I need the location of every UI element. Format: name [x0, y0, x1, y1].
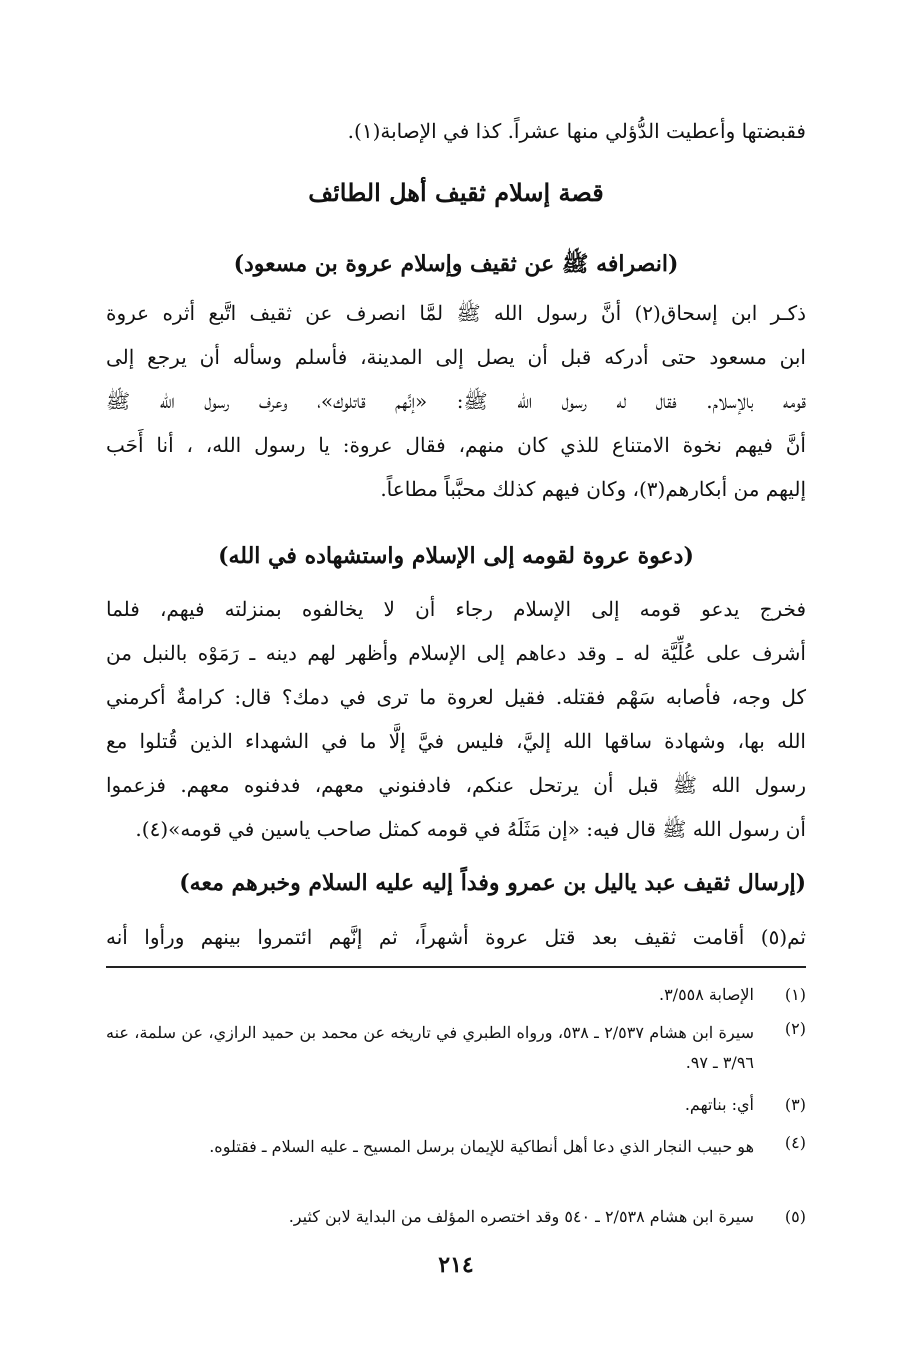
page-number: ٢١٤: [438, 1252, 474, 1278]
body-line: فخرج يدعو قومه إلى الإسلام رجاء أن لا يخالفوه بمنزلته فيهم، فلما: [106, 597, 806, 621]
footnote-number: (١): [784, 985, 806, 1004]
body-line: ابن مسعود حتى أدركه قبل أن يصل إلى المدينة، فأسلم وسأله أن يرجع إلى: [106, 345, 806, 369]
footnote-text: أي: بناتهم.: [684, 1095, 754, 1114]
section-heading: (إرسال ثقيف عبد ياليل بن عمرو وفداً إليه عليه السلام وخبرهم معه): [179, 870, 806, 896]
body-line: أن رسول الله ﷺ قال فيه: «إن مَثَلَهُ في قومه كمثل صاحب ياسين في قومه»(٤).: [135, 817, 806, 841]
footnote: [106, 984, 806, 1006]
section-heading: (انصرافه ﷺ عن ثقيف وإسلام عروة بن مسعود): [233, 251, 679, 277]
body-line: ذكـر ابن إسحاق(٢) أنَّ رسول الله ﷺ لمَّا انصرف عن ثقيف اتَّبع أثره عروة: [106, 301, 806, 325]
body-line: إليهم من أبكارهم(٣)، وكان فيهم كذلك محبَّباً مطاعاً.: [380, 477, 806, 501]
body-line: أنَّ فيهم نخوة الامتناع للذي كان منهم، فقال عروة: يا رسول الله، ، أنا أَحَب: [106, 433, 806, 457]
body-line: الله بها، وشهادة ساقها الله إليَّ، فليس فيَّ إلَّا ما في الشهداء الذين قُتلوا مع: [106, 729, 806, 753]
main-title: قصة إسلام ثقيف أهل الطائف: [308, 178, 604, 207]
footnote-text: سيرة ابن هشام ٢/٥٣٧ ـ ٥٣٨، ورواه الطبري في تاريخه عن محمد بن حميد الرازي، عن سلمة، عنه ٣/٩٦ ـ ٩٧.: [106, 1023, 755, 1072]
footnote: [106, 1132, 806, 1162]
body-line: قومه بالإسلام. فقال له رسول الله ﷺ: «إنَّهم قاتلوك»، وعرف رسول الله ﷺ: [106, 389, 806, 413]
intro-line: فقبضتها وأعطيت الدُّؤلي منها عشراً. كذا في الإصابة(١).: [347, 119, 806, 143]
footnote: [106, 1018, 806, 1078]
footnote-number: (٢): [784, 1019, 806, 1038]
footnote-divider: [106, 966, 806, 968]
footnote: [106, 1206, 806, 1228]
footnote-number: (٤): [784, 1133, 806, 1152]
body-line: كل وجه، فأصابه سَهْم فقتله. فقيل لعروة ما ترى في دمك؟ قال: كرامةٌ أكرمني: [106, 685, 806, 709]
body-line: أشرف على عُلِّيَّة له ـ وقد دعاهم إلى الإسلام وأظهر لهم دينه ـ رَمَوْه بالنبل من: [106, 641, 806, 665]
section-heading: (دعوة عروة لقومه إلى الإسلام واستشهاده في الله): [218, 543, 694, 569]
footnote-text: سيرة ابن هشام ٢/٥٣٨ ـ ٥٤٠ وقد اختصره المؤلف من البداية لابن كثير.: [288, 1207, 754, 1226]
footnote-text: هو حبيب النجار الذي دعا أهل أنطاكية للإيمان برسل المسيح ـ عليه السلام ـ فقتلوه.: [209, 1137, 754, 1156]
body-line: رسول الله ﷺ قبل أن يرتحل عنكم، فادفنوني معهم، فدفنوه معهم. فزعموا: [106, 773, 806, 797]
body-line: ثم(٥) أقامت ثقيف بعد قتل عروة أشهراً، ثم إنَّهم ائتمروا بينهم ورأوا أنه: [106, 925, 806, 949]
footnote: [106, 1094, 806, 1116]
footnote-number: (٥): [784, 1207, 806, 1226]
footnote-number: (٣): [784, 1095, 806, 1114]
footnote-text: الإصابة ٣/٥٥٨.: [658, 985, 754, 1004]
